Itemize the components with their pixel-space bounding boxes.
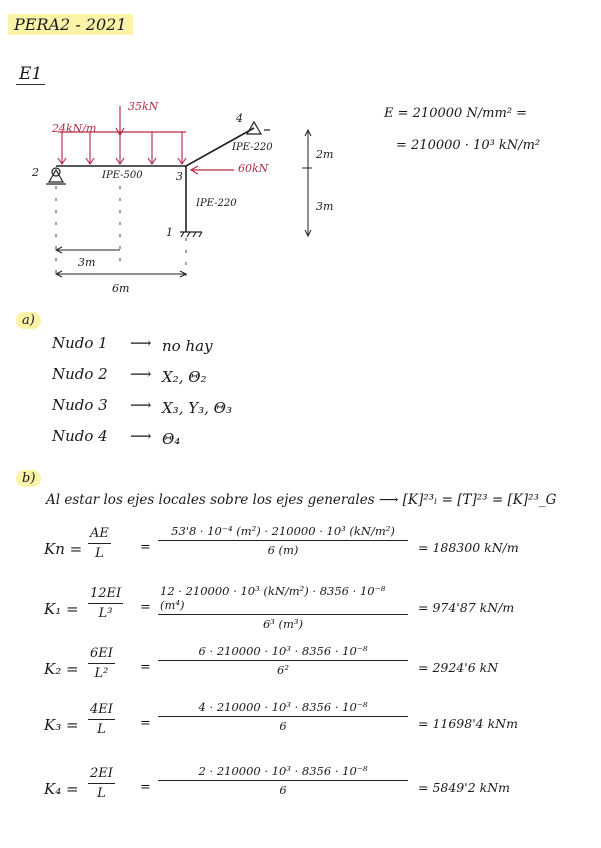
node-name: Nudo 4 [52, 427, 108, 445]
node-arrow: ⟶ [130, 427, 152, 445]
part-b-label: b) [16, 470, 41, 487]
numeric-numerator: 6 · 210000 · 10³ · 8356 · 10⁻⁸ [198, 644, 368, 658]
numeric-fraction [158, 764, 408, 797]
equals-sign: = [140, 600, 151, 615]
symbolic-denominator: L [95, 546, 104, 561]
horizontal-load-arrow [191, 166, 234, 174]
numeric-denominator: 6 [279, 719, 287, 733]
symbolic-fraction [88, 526, 111, 561]
node-4-label: 4 [236, 112, 243, 125]
stiffness-symbol: K₂ = [44, 660, 79, 678]
material-line-1: E = 210000 N/mm² = [384, 106, 528, 121]
numeric-numerator: 53'8 · 10⁻⁴ (m²) · 210000 · 10³ (kN/m²) [171, 524, 395, 538]
symbolic-denominator: L [97, 722, 106, 737]
numeric-denominator: 6 [279, 783, 287, 797]
symbolic-denominator: L³ [98, 606, 113, 621]
point-load-arrow [116, 106, 124, 135]
distributed-load-label: 24kN/m [52, 122, 97, 135]
support-node-1 [180, 232, 202, 237]
node-dof-value: X₂, Θ₂ [162, 368, 207, 386]
numeric-fraction [158, 700, 408, 733]
symbolic-numerator: 12EI [90, 586, 122, 601]
page-title: PERA2 - 2021 [8, 14, 133, 35]
node-dof-value: Θ₄ [162, 430, 181, 448]
node-1-label: 1 [166, 226, 173, 239]
equals-sign: = [140, 540, 151, 555]
dim-2m: 2m [316, 148, 334, 161]
numeric-denominator: 6² [277, 663, 289, 677]
stiffness-symbol: K₁ = [44, 600, 79, 618]
numeric-fraction [158, 524, 408, 557]
node-name: Nudo 3 [52, 396, 108, 414]
node-arrow: ⟶ [130, 365, 152, 383]
equals-sign: = [140, 716, 151, 731]
result-value: = 11698'4 kNm [418, 716, 518, 731]
support-node-4 [247, 122, 270, 134]
strut-section-label: IPE-220 [232, 142, 273, 153]
distributed-load-arrows [58, 132, 186, 164]
numeric-numerator: 12 · 210000 · 10³ (kN/m²) · 8356 · 10⁻⁸ (m⁴) [160, 584, 386, 612]
symbolic-fraction [88, 646, 115, 681]
symbolic-denominator: L² [94, 666, 109, 681]
numeric-denominator: 6 (m) [267, 543, 299, 557]
symbolic-fraction [88, 586, 123, 621]
result-value: = 974'87 kN/m [418, 600, 515, 615]
node-3-label: 3 [176, 170, 183, 183]
node-name: Nudo 2 [52, 365, 108, 383]
equals-sign: = [140, 660, 151, 675]
result-value: = 188300 kN/m [418, 540, 519, 555]
node-arrow: ⟶ [130, 334, 152, 352]
stiffness-symbol: K₄ = [44, 780, 79, 798]
column-section-label: IPE-220 [196, 198, 237, 209]
symbolic-numerator: 6EI [90, 646, 113, 661]
point-load-label: 35kN [128, 100, 159, 113]
dim-3m-vertical: 3m [316, 200, 334, 213]
part-a-label: a) [16, 312, 41, 329]
exercise-label: E1 [16, 64, 45, 85]
part-b-intro: Al estar los ejes locales sobre los ejes generales ⟶ [K]²³ₗ = [T]²³ = [K]²³_G [46, 492, 557, 508]
node-name: Nudo 1 [52, 334, 108, 352]
horizontal-load-label: 60kN [238, 162, 269, 175]
dim-3m-horizontal: 3m [78, 256, 96, 269]
node-2-label: 2 [32, 166, 39, 179]
symbolic-fraction [88, 702, 115, 737]
material-line-2: = 210000 · 10³ kN/m² [396, 138, 541, 153]
beam-section-label: IPE-500 [102, 170, 143, 181]
horizontal-dimensions [56, 247, 186, 277]
stiffness-symbol: K₃ = [44, 716, 79, 734]
symbolic-denominator: L [97, 786, 106, 801]
result-value: = 5849'2 kNm [418, 780, 510, 795]
numeric-numerator: 4 · 210000 · 10³ · 8356 · 10⁻⁸ [198, 700, 368, 714]
support-node-2 [46, 168, 66, 184]
equals-sign: = [140, 780, 151, 795]
symbolic-numerator: 2EI [90, 766, 113, 781]
numeric-numerator: 2 · 210000 · 10³ · 8356 · 10⁻⁸ [198, 764, 368, 778]
vertical-dimensions [302, 130, 312, 236]
symbolic-fraction [88, 766, 115, 801]
symbolic-numerator: AE [90, 526, 109, 541]
symbolic-numerator: 4EI [90, 702, 113, 717]
stiffness-symbol: Kn = [44, 540, 83, 558]
numeric-denominator: 6³ (m³) [262, 617, 304, 631]
result-value: = 2924'6 kN [418, 660, 499, 675]
dim-6m: 6m [112, 282, 130, 295]
node-dof-value: X₃, Y₃, Θ₃ [162, 399, 232, 417]
node-dof-value: no hay [162, 337, 213, 355]
node-arrow: ⟶ [130, 396, 152, 414]
numeric-fraction [158, 584, 408, 631]
numeric-fraction [158, 644, 408, 677]
